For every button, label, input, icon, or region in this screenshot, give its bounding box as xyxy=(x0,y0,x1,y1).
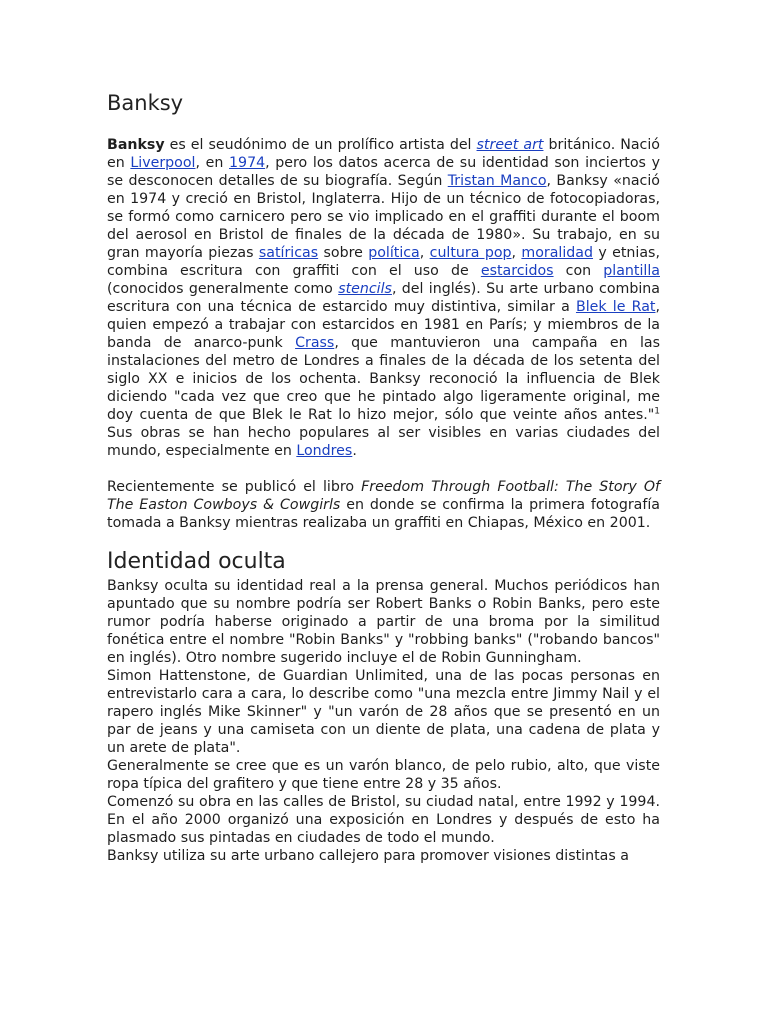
text-run: , quien empezó a trabajar con estarcidos en 1981 en París; y miembros de la banda de anarco-punk xyxy=(107,299,660,351)
link-street-art[interactable]: street art xyxy=(476,137,544,153)
text-run: , del inglés). Su arte urbano combina escritura con una técnica de estarcido muy distintiva, similar a xyxy=(107,281,660,315)
page-title: Banksy xyxy=(107,91,184,115)
link-crass[interactable]: Crass xyxy=(295,335,335,351)
text-run: , xyxy=(419,245,430,261)
paragraph-book xyxy=(107,478,660,532)
text-run: . xyxy=(352,443,357,459)
paragraph-identity-4: Comenzó su obra en las calles de Bristol, su ciudad natal, entre 1992 y 1994. En el año 2000 organizó una exposición en Londres y después de esto ha plasmado sus pintadas en ciudades de todo el mundo. xyxy=(107,794,660,846)
text-run: , pero los datos acerca de su identidad son inciertos y se desconocen detalles de su biografía. Según xyxy=(107,155,660,189)
text-run: , que mantuvieron una campaña en las instalaciones del metro de Londres a finales de la década de los setenta del siglo XX e inicios de los ochenta. Banksy reconoció la influencia de Blek diciendo "cada vez que creo que he pintado algo ligeramente original, me doy cuenta de que Blek le Rat lo hizo mejor, sólo que veinte años antes." xyxy=(107,335,660,423)
text-run: sobre xyxy=(318,245,369,261)
bold-name: Banksy xyxy=(107,137,165,153)
link-liverpool[interactable]: Liverpool xyxy=(130,155,196,171)
text-run: , en xyxy=(195,155,230,171)
paragraph-identity-1: Banksy oculta su identidad real a la prensa general. Muchos periódicos han apuntado que su nombre podría ser Robert Banks o Robin Banks, pero este rumor podría haberse originado a partir de una broma por la similitud fonética entre el nombre "Robin Banks" y "robbing banks" ("robando bancos" en inglés). Otro nombre sugerido incluye el de Robin Gunningham. xyxy=(107,578,660,666)
link-politica[interactable]: política xyxy=(368,245,420,261)
text-run: , Banksy «nació en 1974 y creció en Bristol, Inglaterra. Hijo de un técnico de fotocopiadoras, se formó como carnicero pero se vio implicado en el graffiti durante el boom del aerosol en Bristol de finales de la década de 1980». Su trabajo, en su gran mayoría piezas xyxy=(107,173,660,261)
link-tristan-manco[interactable]: Tristan Manco xyxy=(447,173,547,189)
link-londres[interactable]: Londres xyxy=(296,443,353,459)
link-cultura-pop[interactable]: cultura pop xyxy=(429,245,512,261)
link-stencils[interactable]: stencils xyxy=(338,281,392,297)
link-blek-le-rat[interactable]: Blek le Rat xyxy=(575,299,656,315)
text-run: con xyxy=(553,263,604,279)
link-satiricas[interactable]: satíricas xyxy=(258,245,319,261)
article-body xyxy=(107,136,660,865)
text-run: Recientemente se publicó el libro xyxy=(107,479,362,495)
footnote-ref: 1 xyxy=(654,406,660,417)
text-run: es el seudónimo de un prolífico artista del xyxy=(164,137,477,153)
text-run: y etnias, combina escritura con graffiti con el uso de xyxy=(107,245,660,279)
paragraph-intro xyxy=(107,136,660,460)
text-run: en donde se confirma la primera fotografía tomada a Banksy mientras realizaba un graffiti en Chiapas, México en 2001. xyxy=(107,497,660,531)
text-run: (conocidos generalmente como xyxy=(107,281,339,297)
text-run: Sus obras se han hecho populares al ser visibles en varias ciudades del mundo, especialmente en xyxy=(107,425,660,459)
section-heading-identidad: Identidad oculta xyxy=(107,549,286,574)
paragraph-identity-3: Generalmente se cree que es un varón blanco, de pelo rubio, alto, que viste ropa típica del grafitero y que tiene entre 28 y 35 años. xyxy=(107,758,660,792)
text-run: británico. Nació en xyxy=(107,137,660,171)
paragraph-gap xyxy=(107,460,660,478)
link-1974[interactable]: 1974 xyxy=(229,155,266,171)
link-plantilla[interactable]: plantilla xyxy=(603,263,660,279)
book-title: Freedom Through Football: The Story Of The Easton Cowboys & Cowgirls xyxy=(107,479,660,513)
paragraph-identity-2: Simon Hattenstone, de Guardian Unlimited, una de las pocas personas en entrevistarlo cara a cara, lo describe como "una mezcla entre Jimmy Nail y el rapero inglés Mike Skinner" y "un varón de 28 años que se presentó en un par de jeans y una camiseta con un diente de plata, una cadena de plata y un arete de plata". xyxy=(107,668,660,756)
paragraph-identity-5: Banksy utiliza su arte urbano callejero para promover visiones distintas a xyxy=(107,848,629,864)
text-run: , xyxy=(511,245,522,261)
link-estarcidos[interactable]: estarcidos xyxy=(480,263,554,279)
link-moralidad[interactable]: moralidad xyxy=(521,245,594,261)
